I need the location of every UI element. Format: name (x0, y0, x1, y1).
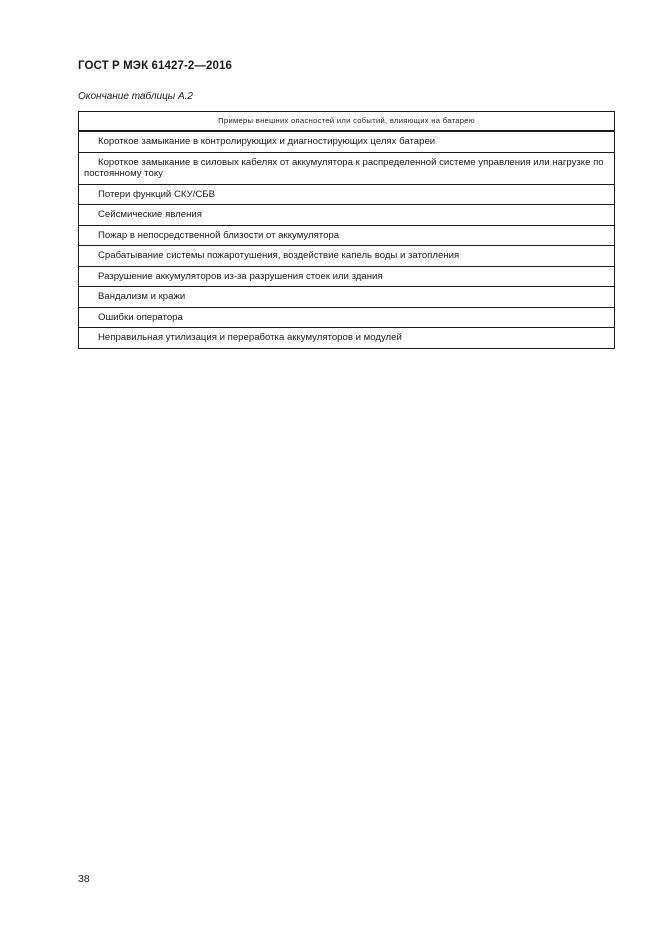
table-cell: Потери функций СКУ/СБВ (79, 184, 615, 205)
table-cell: Короткое замыкание в контролирующих и диагностирующих целях батареи (79, 131, 615, 152)
table-cell: Неправильная утилизация и переработка аккумуляторов и модулей (79, 328, 615, 349)
page-number: 38 (78, 873, 90, 885)
table-row (79, 307, 615, 328)
table-row (79, 246, 615, 267)
table-row (79, 287, 615, 308)
table-header-row (79, 112, 615, 132)
table-row (79, 131, 615, 152)
table-row (79, 152, 615, 184)
document-standard-code: ГОСТ Р МЭК 61427-2—2016 (78, 60, 232, 72)
table-row (79, 328, 615, 349)
table-cell: Сейсмические явления (79, 205, 615, 226)
table-cell: Пожар в непосредственной близости от аккумулятора (79, 225, 615, 246)
table-cell: Короткое замыкание в силовых кабелях от аккумулятора к распределенной системе управления или нагрузке по постоянному току (79, 152, 615, 184)
table-column-header: Примеры внешних опасностей или событий, влияющих на батарею (79, 112, 615, 132)
table-row (79, 266, 615, 287)
table-cell: Ошибки оператора (79, 307, 615, 328)
table-cell: Срабатывание системы пожаротушения, воздействие капель воды и затопления (79, 246, 615, 267)
table-row (79, 184, 615, 205)
table-row (79, 225, 615, 246)
table-cell: Вандализм и кражи (79, 287, 615, 308)
hazards-table (78, 111, 615, 349)
table-row (79, 205, 615, 226)
table-cell: Разрушение аккумуляторов из-за разрушения стоек или здания (79, 266, 615, 287)
table-caption: Окончание таблицы А.2 (78, 91, 193, 102)
